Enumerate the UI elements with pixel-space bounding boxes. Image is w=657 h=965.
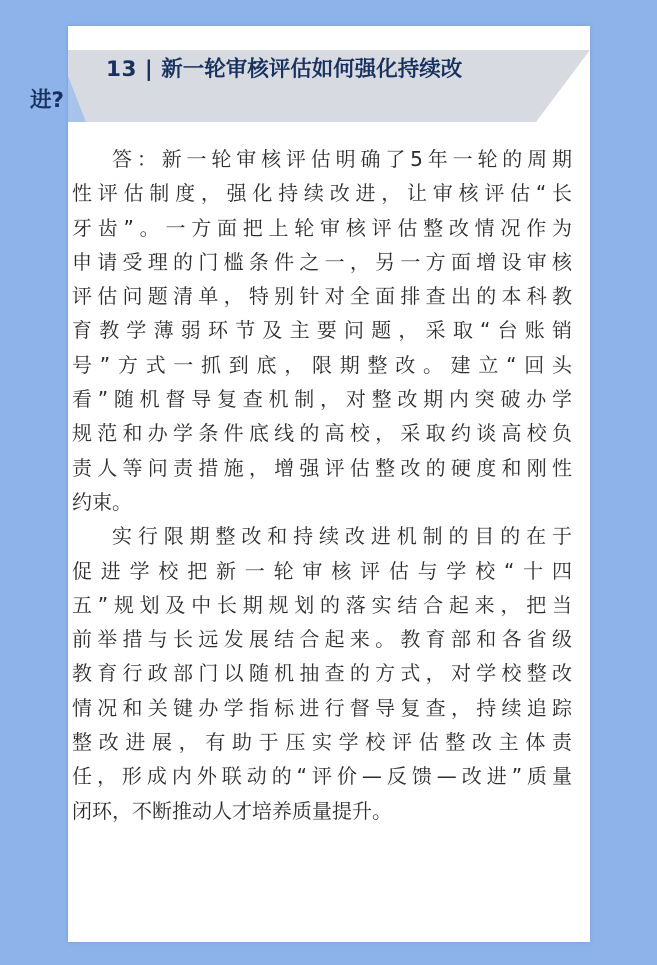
question-number: 13 [106,57,137,82]
answer-body [72,142,572,828]
title-separator: | [144,57,154,82]
title-text-line1: 新一轮审核评估如何强化持续改 [161,57,463,82]
text-line: 情况和关键办学指标进行督导复查，持续追踪 [72,695,572,720]
text-line: 答：新一轮审核评估明确了5年一轮的周期 [112,147,572,171]
text-line: 整改进展，有助于压实学校评估整改主体责 [72,730,572,755]
text-line: 申请受理的门槛条件之一，另一方面增设审核 [72,249,572,274]
text-line: 任，形成内外联动的“评价—反馈—改进”质量 [72,764,572,789]
answer-paragraph-2 [72,519,572,828]
text-line: 促进学校把新一轮审核评估与学校“十四 [72,558,572,583]
text-line: 闭环，不断推动人才培养质量提升。 [72,798,392,823]
text-line: 看”随机督导复查机制，对整改期内突破办学 [72,387,572,412]
text-line: 育教学薄弱环节及主要问题，采取“台账销 [72,318,572,343]
text-line: 教育行政部门以随机抽查的方式，对学校整改 [72,661,572,686]
text-line: 评估问题清单，特别针对全面排查出的本科教 [72,284,572,309]
text-line: 号”方式一抓到底，限期整改。建立“回头 [72,352,572,377]
text-line: 约束。 [72,489,132,514]
text-line: 性评估制度，强化持续改进，让审核评估“长 [72,181,572,206]
text-line: 规范和办学条件底线的高校，采取约谈高校负 [72,421,572,446]
question-title [30,54,588,116]
title-text-line2: 进? [30,88,64,113]
text-line: 责人等问责措施，增强评估整改的硬度和刚性 [72,455,572,480]
answer-paragraph-1 [72,142,572,519]
text-line: 前举措与长远发展结合起来。教育部和各省级 [72,627,572,652]
text-line: 实行限期整改和持续改进机制的目的在于 [112,524,572,549]
text-line: 五”规划及中长期规划的落实结合起来，把当 [72,592,572,617]
text-line: 牙齿”。一方面把上轮审核评估整改情况作为 [72,215,572,240]
